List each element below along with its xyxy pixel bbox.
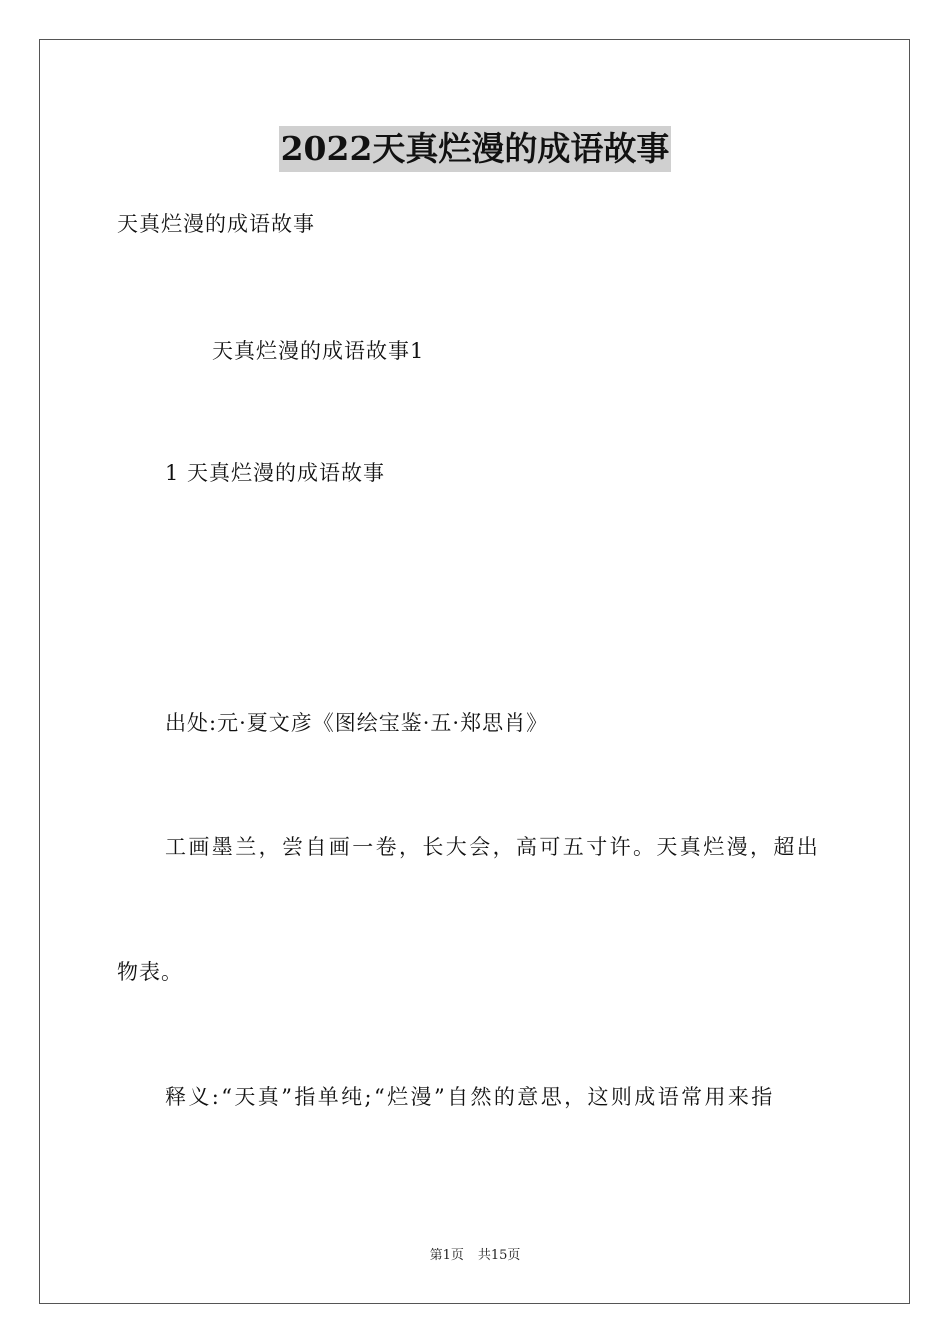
paragraph-source: 出处:元·夏文彦《图绘宝鉴·五·郑思肖》	[165, 711, 549, 735]
page-number: 第1页	[429, 1248, 464, 1263]
document-title: 2022天真烂漫的成语故事	[279, 126, 672, 172]
page-total: 共15页	[477, 1248, 521, 1263]
subsection-heading: 1 天真烂漫的成语故事	[165, 461, 386, 485]
paragraph-definition: 释义:“天真”指单纯;“烂漫”自然的意思，这则成语常用来指	[165, 1085, 775, 1109]
section-heading: 天真烂漫的成语故事1	[212, 339, 425, 363]
page-footer	[0, 1247, 950, 1265]
paragraph-quote: 工画墨兰，尝自画一卷，长大会，高可五寸许。天真烂漫，超出	[165, 835, 821, 859]
title-container	[0, 126, 950, 172]
paragraph-quote-continued: 物表。	[117, 960, 183, 984]
paragraph-subtitle: 天真烂漫的成语故事	[117, 212, 315, 236]
